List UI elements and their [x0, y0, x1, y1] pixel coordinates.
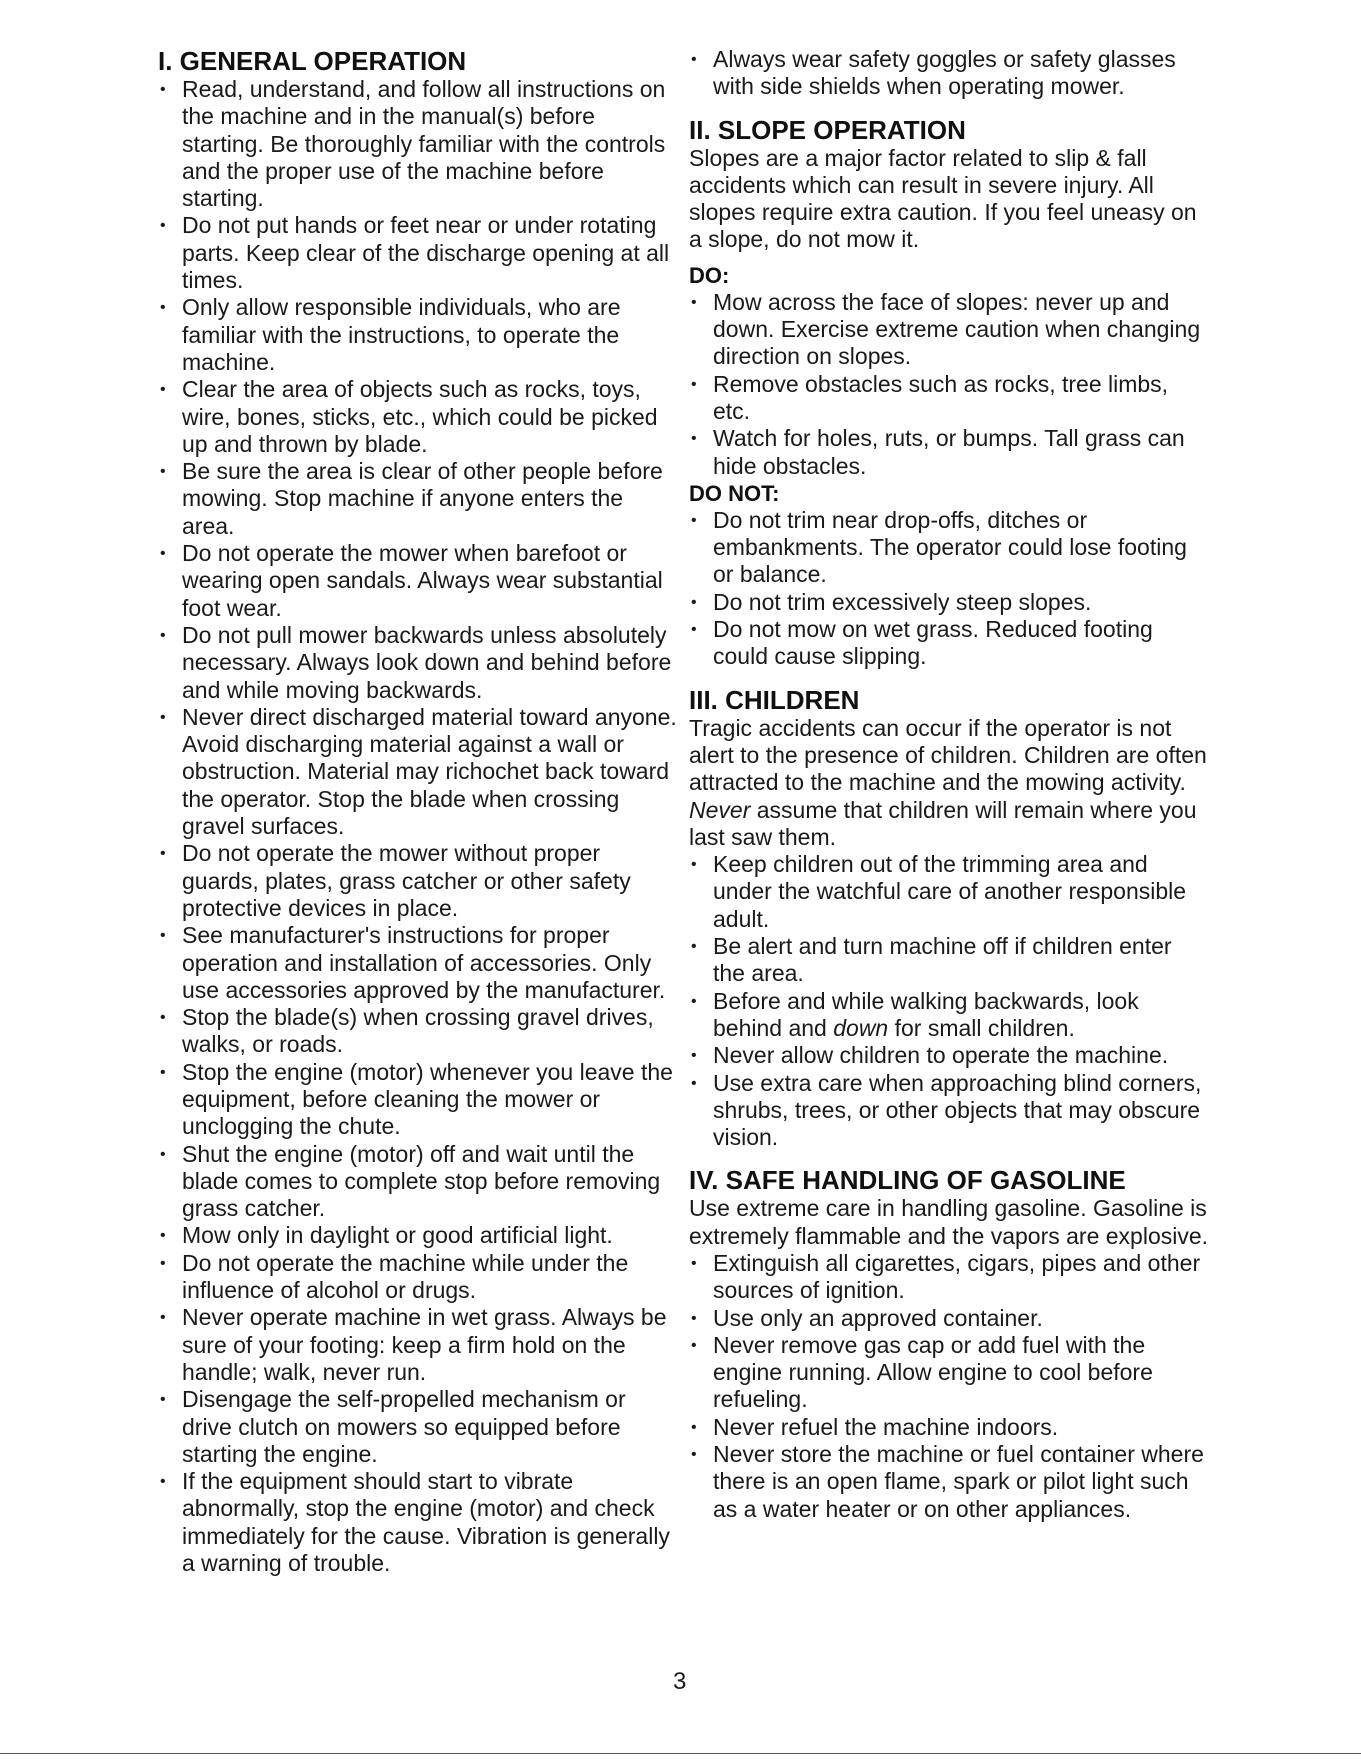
list-item: • Never direct discharged material toward anyone. Avoid discharging material against a wall or obstruction. Material may richochet back toward the operator. Stop the blade when crossing gravel surfaces.	[158, 704, 678, 840]
list-item: • Never remove gas cap or add fuel with the engine running. Allow engine to cool before refueling.	[689, 1332, 1209, 1414]
list-item: • Keep children out of the trimming area and under the watchful care of another responsible adult.	[689, 851, 1209, 933]
list-item: • Remove obstacles such as rocks, tree limbs, etc.	[689, 371, 1209, 426]
do-not-label: DO NOT:	[689, 480, 780, 506]
list-item: • Watch for holes, ruts, or bumps. Tall grass can hide obstacles.	[689, 425, 1209, 480]
list-item: • Never allow children to operate the machine.	[689, 1042, 1209, 1069]
general-operation-list	[158, 76, 678, 1577]
section-heading-slope-operation: II. SLOPE OPERATION	[689, 114, 966, 145]
list-item: • Never store the machine or fuel container where there is an open flame, spark or pilot light such as a water heater or on other appliances.	[689, 1441, 1209, 1523]
list-item: • Do not operate the mower when barefoot or wearing open sandals. Always wear substantial foot wear.	[158, 540, 678, 622]
list-item: • Stop the engine (motor) whenever you leave the equipment, before cleaning the mower or unclogging the chute.	[158, 1059, 678, 1141]
gasoline-intro: Use extreme care in handling gasoline. Gasoline is extremely flammable and the vapors are explosive.	[689, 1195, 1209, 1249]
list-item: • Do not trim near drop-offs, ditches or embankments. The operator could lose footing or balance.	[689, 507, 1209, 589]
right-column	[689, 46, 1209, 1523]
list-item: • Be sure the area is clear of other people before mowing. Stop machine if anyone enters the area.	[158, 458, 678, 540]
list-item: • Do not put hands or feet near or under rotating parts. Keep clear of the discharge opening at all times.	[158, 212, 678, 294]
list-item: • Shut the engine (motor) off and wait until the blade comes to complete stop before removing grass catcher.	[158, 1141, 678, 1223]
section-heading-general-operation: I. GENERAL OPERATION	[158, 46, 467, 76]
list-item: • Do not mow on wet grass. Reduced footing could cause slipping.	[689, 616, 1209, 671]
slope-do-list	[689, 289, 1209, 480]
list-item: • Use only an approved container.	[689, 1305, 1209, 1332]
list-item: • Mow across the face of slopes: never up and down. Exercise extreme caution when changing direction on slopes.	[689, 289, 1209, 371]
do-label: DO:	[689, 262, 730, 288]
list-item: • Use extra care when approaching blind corners, shrubs, trees, or other objects that may obscure vision.	[689, 1070, 1209, 1152]
children-intro-text-a: Tragic accidents can occur if the operator is not alert to the presence of children. Children are often attracted to the machine and the mowing activity.	[689, 714, 1207, 796]
section-heading-safe-handling-gasoline: IV. SAFE HANDLING OF GASOLINE	[689, 1165, 1126, 1196]
list-item: • Mow only in daylight or good artificial light.	[158, 1222, 678, 1249]
list-item-text-b: for small children.	[888, 1014, 1075, 1041]
list-item: • Only allow responsible individuals, who are familiar with the instructions, to operate the machine.	[158, 294, 678, 376]
slope-do-not-list	[689, 507, 1209, 671]
gasoline-list	[689, 1250, 1209, 1523]
list-item: • Disengage the self-propelled mechanism or drive clutch on mowers so equipped before starting the engine.	[158, 1386, 678, 1468]
list-item: • Be alert and turn machine off if children enter the area.	[689, 933, 1209, 988]
list-item: • Read, understand, and follow all instructions on the machine and in the manual(s) before starting. Be thoroughly familiar with the controls and the proper use of the machine before starting.	[158, 76, 678, 212]
list-item: • Clear the area of objects such as rocks, toys, wire, bones, sticks, etc., which could be picked up and thrown by blade.	[158, 376, 678, 458]
list-item: • Do not pull mower backwards unless absolutely necessary. Always look down and behind before and while moving backwards.	[158, 622, 678, 704]
list-item: • Do not operate the machine while under the influence of alcohol or drugs.	[158, 1250, 678, 1305]
list-item	[689, 988, 1209, 1043]
list-item: • Never operate machine in wet grass. Always be sure of your footing: keep a firm hold on the handle; walk, never run.	[158, 1304, 678, 1386]
list-item-down: down	[833, 1014, 889, 1041]
children-intro-never: Never	[689, 796, 751, 823]
children-list	[689, 851, 1209, 1151]
left-column	[158, 46, 678, 1577]
children-intro	[689, 715, 1209, 851]
list-item: • Do not operate the mower without proper guards, plates, grass catcher or other safety protective devices in place.	[158, 840, 678, 922]
general-operation-continued-list	[689, 46, 1209, 101]
list-item-text-a: Before and while walking backwards, look behind and	[713, 987, 1139, 1041]
list-item: • Extinguish all cigarettes, cigars, pipes and other sources of ignition.	[689, 1250, 1209, 1305]
bottom-rule	[0, 1753, 1361, 1754]
list-item: • Always wear safety goggles or safety glasses with side shields when operating mower.	[689, 46, 1209, 101]
children-intro-text-b: assume that children will remain where you last saw them.	[689, 796, 1197, 850]
list-item: • If the equipment should start to vibrate abnormally, stop the engine (motor) and check immediately for the cause. Vibration is generally a warning of trouble.	[158, 1468, 678, 1577]
slope-intro: Slopes are a major factor related to slip & fall accidents which can result in severe injury. All slopes require extra caution. If you feel uneasy on a slope, do not mow it.	[689, 144, 1197, 253]
list-item: • See manufacturer's instructions for proper operation and installation of accessories. Only use accessories approved by the manufacturer.	[158, 922, 678, 1004]
section-heading-children: III. CHILDREN	[689, 684, 860, 715]
page-number: 3	[673, 1668, 687, 1695]
list-item: • Do not trim excessively steep slopes.	[689, 589, 1209, 616]
list-item: • Stop the blade(s) when crossing gravel drives, walks, or roads.	[158, 1004, 678, 1059]
list-item: • Never refuel the machine indoors.	[689, 1414, 1209, 1441]
